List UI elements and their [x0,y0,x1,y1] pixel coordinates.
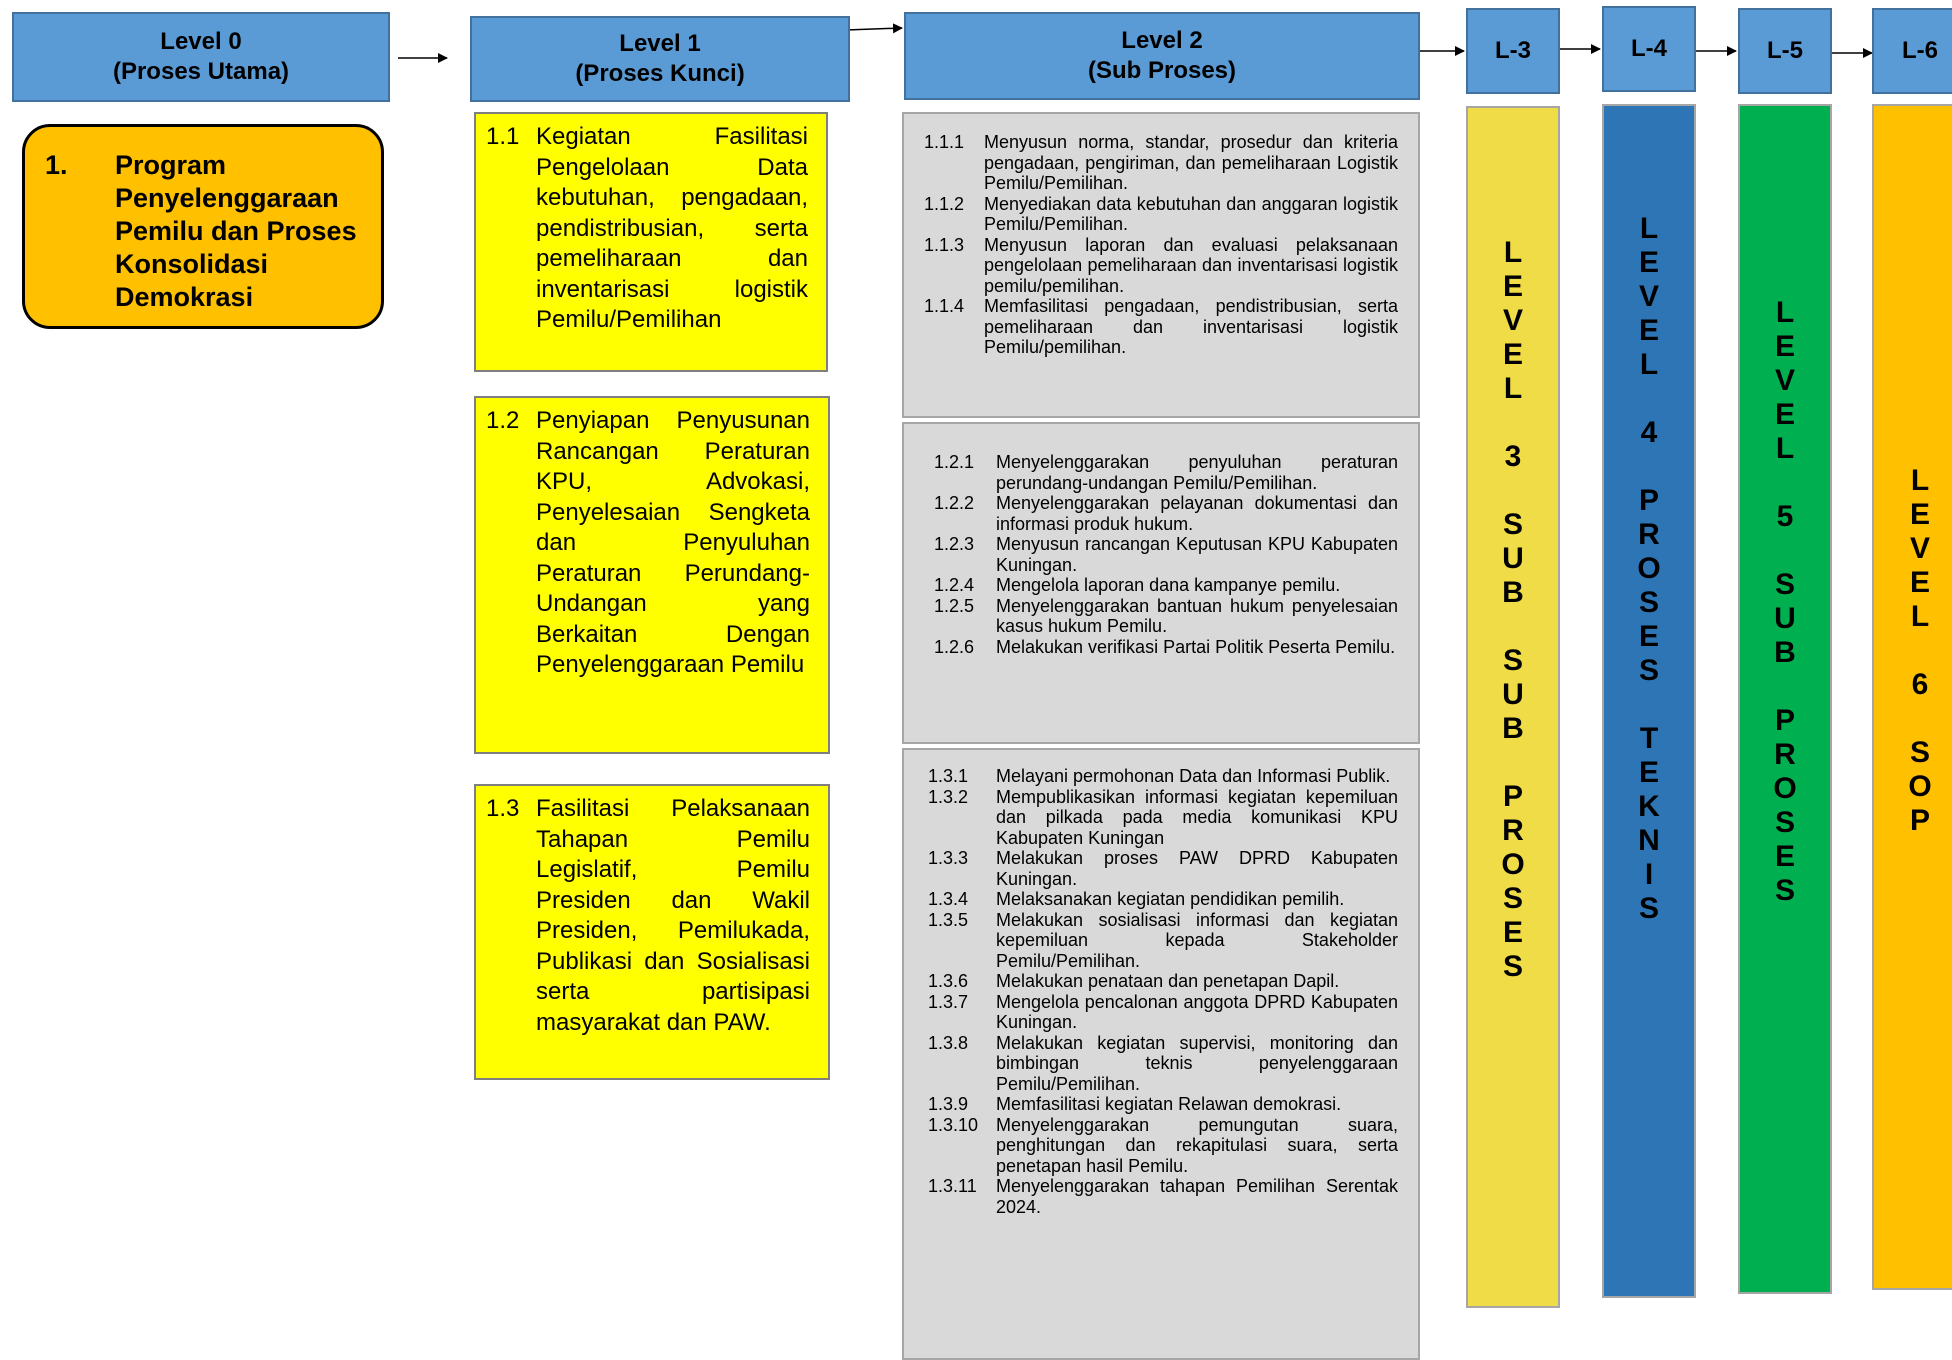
column-letter: L [1910,600,1930,633]
header-l4 [1602,6,1696,92]
level-2-item-text: Melakukan sosialisasi informasi dan kegiatan kepemiluan kepada Stakeholder Pemilu/Pemilihan. [996,909,1398,971]
level-2-item [934,637,1398,658]
column-letter: L [1910,464,1930,497]
level-1-box-text: Penyiapan Penyusunan Rancangan Peraturan KPU, Advokasi, Penyelesaian Sengketa dan Penyuluhan Peraturan Perundang-Undangan yang Berkaitan Dengan Penyelenggaraan Pemilu [536,407,810,678]
header-level-2 [904,12,1420,100]
column-letter: B [1502,712,1524,745]
column-letter: 3 [1504,440,1522,473]
level-5-column [1738,104,1832,1294]
level-2-item-text: Menyediakan data kebutuhan dan anggaran logistik Pemilu/Pemilihan. [984,193,1398,234]
column-letter: L [1503,236,1523,269]
level-2-item-text: Menyelenggarakan penyuluhan peraturan perundang-undangan Pemilu/Pemilihan. [996,452,1398,493]
header-level-0-subtitle: (Proses Utama) [112,58,290,85]
level-2-item-number: 1.3.9 [928,1094,969,1114]
level-2-item-number: 1.3.5 [928,909,969,930]
column-letter: E [1774,840,1795,873]
level-2-item [928,1176,1398,1217]
arrow-l1-l2 [846,28,902,30]
level-2-item [928,848,1398,889]
level-2-box-2 [902,422,1420,744]
column-letter: E [1638,246,1659,279]
column-letter: V [1774,364,1795,397]
column-letter: P [1502,780,1523,813]
level-2-item [924,235,1398,297]
level-2-item-text: Memfasilitasi pengadaan, pendistribusian, serta pemeliharaan dan inventarisasi logistik Pemilu/pemilihan. [984,296,1398,357]
column-letter: L [1639,348,1659,381]
level-0-number: 1. [45,150,68,180]
column-letter: L [1639,212,1659,245]
column-letter: R [1502,814,1524,847]
header-level-1 [470,16,850,102]
column-letter: E [1909,566,1930,599]
column-letter: S [1502,950,1523,983]
column-letter: U [1774,602,1796,635]
column-letter: O [1501,848,1525,881]
level-2-item-number: 1.2.3 [934,534,975,554]
level-2-item-number: 1.1.4 [924,296,965,316]
column-letter: E [1638,620,1659,653]
level-2-item-text: Menyusun norma, standar, prosedur dan kriteria pengadaan, pengiriman, dan pemeliharaan Logistik Pemilu/Pemilihan. [984,132,1398,193]
column-letter: S [1774,806,1795,839]
level-4-column [1602,104,1696,1298]
level-0-text: Program Penyelenggaraan Pemilu dan Proses Konsolidasi Demokrasi [115,150,357,312]
column-letter: S [1502,644,1523,677]
column-letter: 5 [1776,500,1794,533]
level-2-item-number: 1.2.5 [934,595,975,616]
level-1-box-number: 1.1 [486,123,520,150]
column-letter: N [1638,824,1660,857]
column-letter: S [1909,736,1930,769]
header-l6-label: L-6 [1902,37,1938,64]
column-letter: O [1637,552,1661,585]
column-letter: P [1909,804,1930,837]
column-letter: T [1639,722,1659,755]
header-level-0-title: Level 0 [160,28,242,55]
column-letter: E [1502,338,1523,371]
level-2-item-text: Melaksanakan kegiatan pendidikan pemilih. [996,889,1345,909]
header-l5-label: L-5 [1767,37,1803,64]
level-1-box-1 [474,112,828,372]
column-letter: E [1638,756,1659,789]
level-2-item-number: 1.3.10 [928,1114,979,1135]
header-l3 [1466,8,1560,94]
header-l5 [1738,8,1832,94]
level-2-item [934,452,1398,493]
level-1-box-number: 1.2 [486,407,520,434]
level-2-item-text: Melakukan kegiatan supervisi, monitoring dan bimbingan teknis penyelenggaraan Pemilu/Pemilihan. [996,1032,1398,1094]
level-2-list [928,766,1398,1217]
column-letter: E [1909,498,1930,531]
header-level-1-title: Level 1 [619,30,701,57]
column-letter: U [1502,678,1524,711]
level-2-item [928,992,1398,1033]
column-letter: E [1774,330,1795,363]
level-2-item [924,296,1398,358]
column-letter: I [1644,858,1654,891]
level-2-item [928,766,1398,787]
level-2-item-number: 1.1.3 [924,234,965,255]
level-2-item [928,1115,1398,1177]
level-2-item-number: 1.3.2 [928,786,969,807]
column-letter: L [1775,432,1795,465]
level-2-item [934,575,1398,596]
column-letter: R [1638,518,1660,551]
level-2-item-number: 1.3.4 [928,889,969,909]
column-letter: S [1774,874,1795,907]
level-2-item-text: Menyusun laporan dan evaluasi pelaksanaan pengelolaan pemeliharaan dan inventarisasi logistik pemilu/pemilihan. [984,234,1398,296]
column-letter: V [1638,280,1659,313]
level-2-item-text: Mengelola laporan dana kampanye pemilu. [996,575,1341,595]
level-0-program-box [22,124,384,329]
level-2-item [928,910,1398,972]
header-level-0 [12,12,390,102]
column-letter: S [1638,892,1659,925]
column-letter: E [1638,314,1659,347]
column-letter: E [1502,916,1523,949]
level-2-item-text: Menyusun rancangan Keputusan KPU Kabupaten Kuningan. [996,534,1398,575]
level-3-column [1466,106,1560,1308]
header-l4-label: L-4 [1631,35,1667,62]
level-2-item-number: 1.3.7 [928,991,969,1012]
level-2-item-number: 1.1.1 [924,132,965,152]
column-letter: 4 [1640,416,1658,449]
level-2-item [928,787,1398,849]
level-1-box-text: Kegiatan Fasilitasi Pengelolaan Data kebutuhan, pengadaan, pendistribusian, serta pemeliharaan dan inventarisasi logistik Pemilu/Pemilihan [536,123,808,333]
level-2-item-text: Menyelenggarakan bantuan hukum penyelesaian kasus hukum Pemilu. [996,595,1398,636]
level-2-item-number: 1.3.11 [928,1176,977,1196]
level-2-item [928,971,1398,992]
level-2-item-text: Melakukan proses PAW DPRD Kabupaten Kuningan. [996,848,1398,889]
level-2-item-number: 1.1.2 [924,193,965,214]
header-level-2-subtitle: (Sub Proses) [1087,57,1237,84]
header-level-2-title: Level 2 [1121,27,1203,54]
column-letter: V [1502,304,1523,337]
level-2-item-number: 1.3.6 [928,971,969,991]
column-letter: 6 [1911,668,1929,701]
level-2-item [924,132,1398,194]
header-level-1-subtitle: (Proses Kunci) [575,60,745,87]
level-2-list [934,452,1398,657]
level-2-item-text: Memfasilitasi kegiatan Relawan demokrasi. [996,1094,1342,1114]
header-l6 [1872,8,1952,94]
level-2-box-1 [902,112,1420,418]
level-2-item-text: Menyelenggarakan pemungutan suara, penghitungan dan rekapitulasi suara, serta penetapan hasil Pemilu. [996,1114,1398,1176]
level-2-item [928,889,1398,910]
level-2-item-text: Mengelola pencalonan anggota DPRD Kabupaten Kuningan. [996,991,1398,1032]
level-2-item [934,596,1398,637]
column-letter: S [1638,654,1659,687]
column-letter: L [1775,296,1795,329]
level-2-item-number: 1.2.2 [934,493,975,513]
column-letter: V [1909,532,1930,565]
level-2-item-text: Menyelenggarakan tahapan Pemilihan Serentak 2024. [996,1176,1398,1217]
column-letter: P [1774,704,1795,737]
level-2-item-text: Menyelenggarakan pelayanan dokumentasi dan informasi produk hukum. [996,493,1398,534]
level-2-item-text: Melayani permohonan Data dan Informasi Publik. [996,766,1391,786]
level-2-item-text: Mempublikasikan informasi kegiatan kepemiluan dan pilkada pada media komunikasi KPU Kabupaten Kuningan [996,786,1398,848]
level-1-box-text: Fasilitasi Pelaksanaan Tahapan Pemilu Legislatif, Pemilu Presiden dan Wakil Presiden, Pemilukada, Publikasi dan Sosialisasi serta partisipasi masyarakat dan PAW. [536,795,810,1036]
level-2-list [924,132,1398,358]
level-2-item-number: 1.2.6 [934,636,975,657]
level-2-item-number: 1.3.8 [928,1032,969,1053]
column-letter: B [1774,636,1796,669]
column-letter: L [1503,372,1523,405]
column-letter: S [1638,586,1659,619]
header-l3-label: L-3 [1495,37,1531,64]
level-2-item [928,1033,1398,1095]
column-letter: O [1773,772,1797,805]
column-letter: K [1638,790,1660,823]
column-letter: P [1638,484,1659,517]
level-1-box-2 [474,396,830,754]
level-2-item [928,1094,1398,1115]
level-2-item-number: 1.2.1 [934,452,975,472]
level-2-item [934,534,1398,575]
column-letter: U [1502,542,1524,575]
level-2-item [924,194,1398,235]
level-2-item-text: Melakukan verifikasi Partai Politik Peserta Pemilu. [996,636,1396,657]
column-letter: O [1908,770,1932,803]
level-2-item [934,493,1398,534]
level-1-box-3 [474,784,830,1080]
column-letter: S [1502,508,1523,541]
column-letter: S [1502,882,1523,915]
level-2-item-number: 1.2.4 [934,575,975,595]
level-1-box-number: 1.3 [486,795,520,822]
level-2-item-number: 1.3.1 [928,766,969,786]
level-2-item-text: Melakukan penataan dan penetapan Dapil. [996,971,1340,991]
level-2-item-number: 1.3.3 [928,848,969,868]
column-letter: E [1774,398,1795,431]
column-letter: S [1774,568,1795,601]
level-2-box-3 [902,748,1420,1360]
level-6-column [1872,104,1952,1290]
column-letter: B [1502,576,1524,609]
column-letter: E [1502,270,1523,303]
column-letter: R [1774,738,1796,771]
